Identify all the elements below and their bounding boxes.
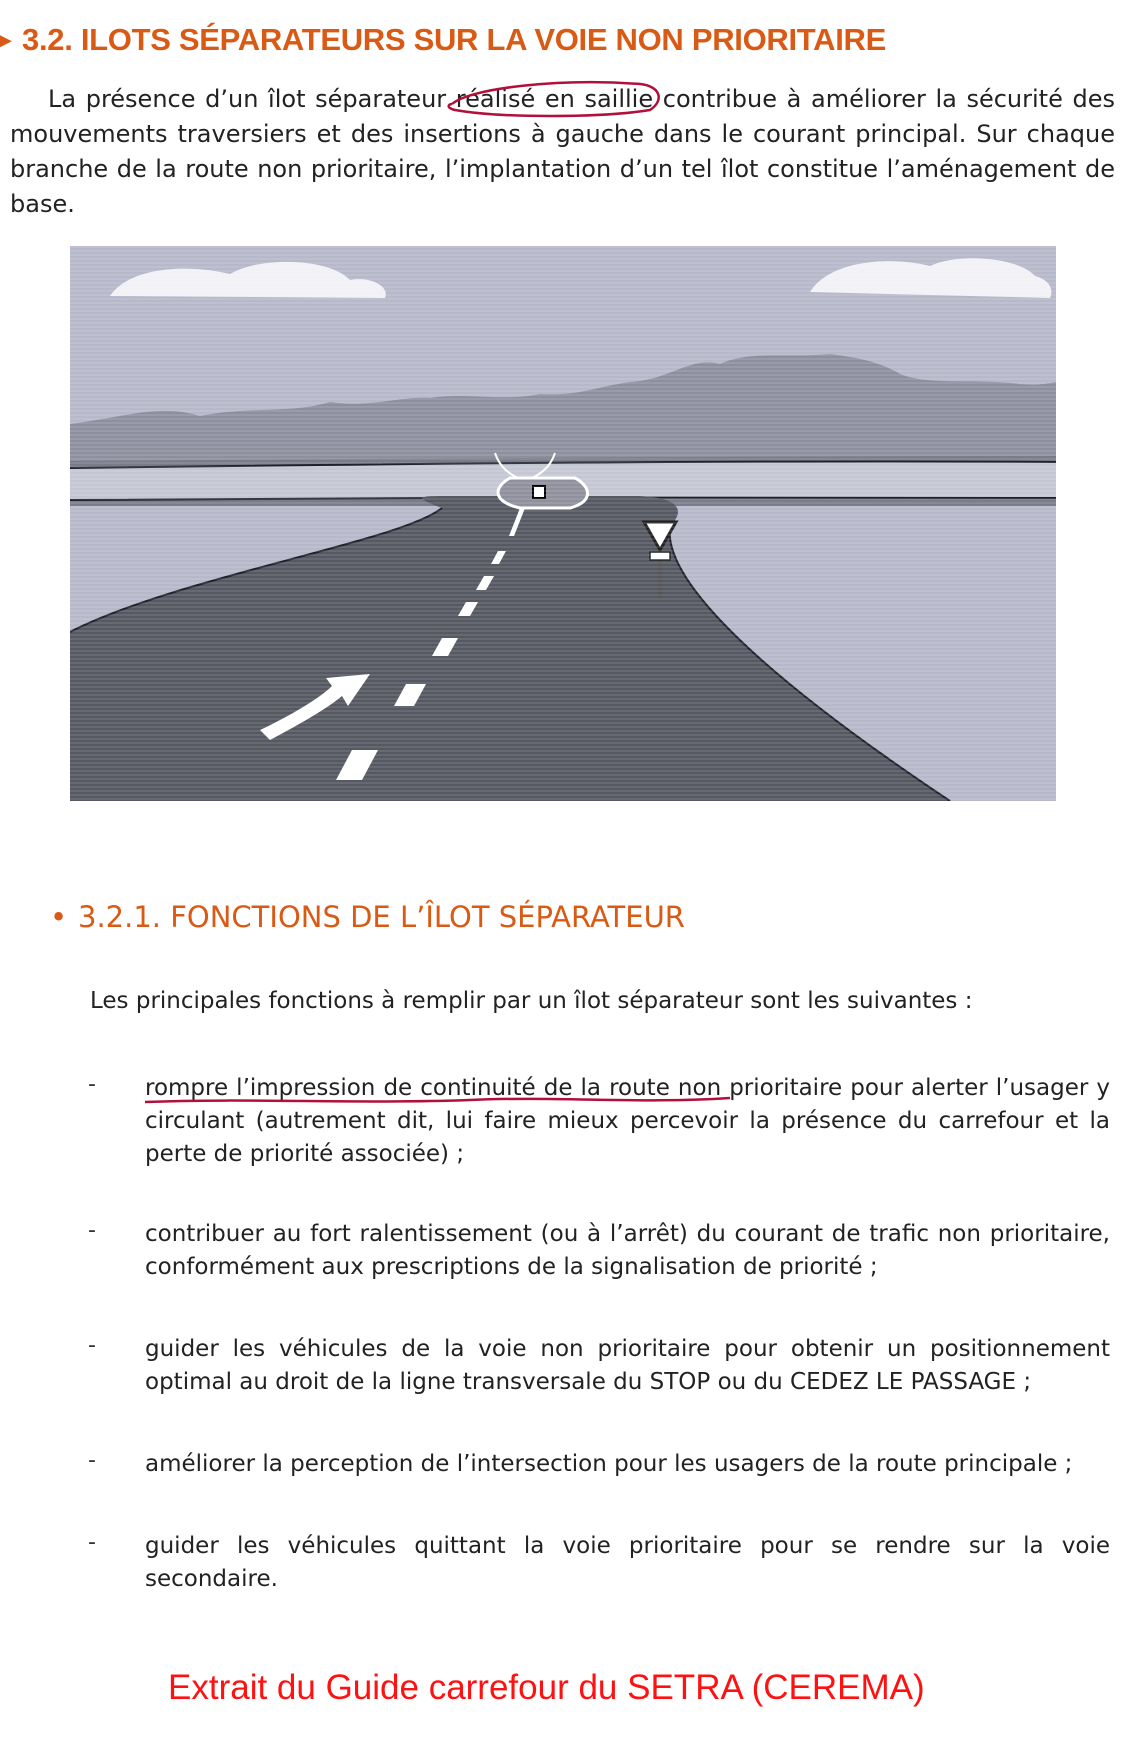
list-dash: - <box>88 1333 96 1358</box>
list-item-text: guider les véhicules de la voie non prioritaire pour obtenir un positionnement optimal au droit de la ligne transversale du STOP ou du CEDEZ LE PASSAGE ; <box>145 1336 1110 1395</box>
list-item-text: contribuer au fort ralentissement (ou à l’arrêt) du courant de trafic non prioritaire, conformément aux prescriptions de la signalisation de priorité ; <box>145 1221 1110 1280</box>
intersection-drawing <box>70 246 1056 801</box>
underlined-text: rompre l’impression de continuité de la route <box>145 1075 670 1101</box>
list-dash: - <box>88 1218 96 1243</box>
list-item-text: rompre l’impression de continuité de la route non prioritaire pour alerter l’usager y circulant (autrement dit, lui faire mieux percevoir la présence du carrefour et la perte de priorité associée) ; <box>145 1075 1110 1167</box>
list-item-text: guider les véhicules quittant la voie prioritaire pour se rendre sur la voie secondaire. <box>145 1533 1110 1592</box>
bullet-dot-icon: • <box>50 900 68 934</box>
right-triangle-icon: ▸ <box>0 27 11 52</box>
functions-lead: Les principales fonctions à remplir par un îlot séparateur sont les suivantes : <box>90 988 973 1014</box>
list-dash: - <box>88 1530 96 1555</box>
subsection-title <box>50 900 685 934</box>
list-dash: - <box>88 1448 96 1473</box>
intro-circled-text: réalisé en saillie <box>455 85 654 113</box>
intersection-illustration <box>70 246 1056 801</box>
intro-text-after: contribue à améliorer la sécurité des mouvements traversiers et des insertions à gauche dans le courant principal. Sur chaque branche de la route non prioritaire, l’implantation d’un tel îlot constitue l’aménagement de base. <box>10 85 1115 218</box>
list-dash: - <box>88 1072 96 1097</box>
list-item-text: améliorer la perception de l’intersection pour les usagers de la route principale ; <box>145 1451 1073 1477</box>
section-title-text: 3.2. ILOTS SÉPARATEURS SUR LA VOIE NON PRIORITAIRE <box>22 22 887 57</box>
source-credit: Extrait du Guide carrefour du SETRA (CEREMA) <box>168 1668 925 1707</box>
subsection-title-text: 3.2.1. FONCTIONS DE L’ÎLOT SÉPARATEUR <box>78 900 685 934</box>
section-title <box>0 22 886 58</box>
intro-text-before: La présence d’un îlot séparateur <box>48 85 456 113</box>
intro-paragraph <box>10 82 1115 222</box>
